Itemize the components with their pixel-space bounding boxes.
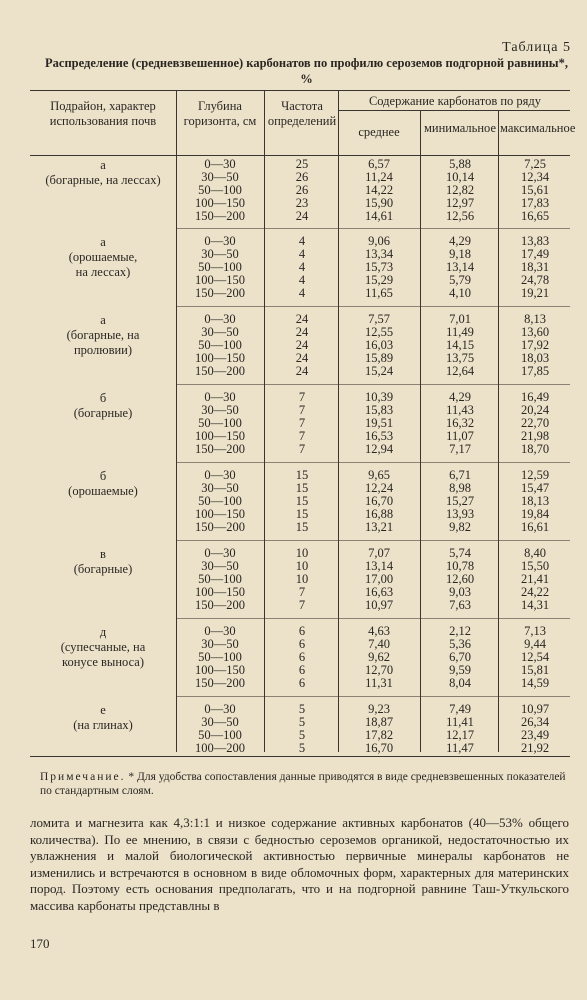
min-cell: 12,97 [445,196,475,211]
max-cell: 24,22 [520,585,550,600]
header-divider [264,91,265,155]
max-cell: 24,78 [520,273,550,288]
max-cell: 12,34 [520,170,550,185]
table-row [30,404,570,416]
min-cell: 8,98 [449,481,471,496]
min-cell: 13,75 [445,351,475,366]
table-row [30,469,570,481]
depth-cell: 150—200 [195,520,245,535]
min-cell: 7,01 [449,312,471,326]
table-row [30,352,570,364]
min-cell: 12,60 [445,572,475,587]
depth-cell: 30—50 [201,403,239,418]
table-row [30,547,570,559]
group-divider [176,384,570,385]
max-cell: 21,41 [520,572,550,587]
table-row [30,184,570,196]
frequency-cell: 6 [298,676,306,691]
group-divider [176,618,570,619]
avg-cell: 15,89 [364,351,394,366]
min-cell: 9,18 [449,247,471,262]
note-label: Примечание. [40,771,126,783]
table-row [30,248,570,260]
avg-cell: 7,57 [368,312,390,326]
table-row [30,573,570,585]
group-divider [176,462,570,463]
depth-cell: 150—200 [195,209,245,224]
header-avg: среднее [358,125,400,139]
depth-cell: 0—30 [204,546,236,560]
frequency-cell: 24 [295,351,309,366]
min-cell: 9,82 [449,520,471,535]
depth-cell: 0—30 [204,624,236,638]
depth-cell: 0—30 [204,157,236,171]
header-depth: Глубина горизонта, см [183,99,257,128]
frequency-cell: 7 [298,390,306,404]
min-cell: 10,14 [445,170,475,185]
min-cell: 2,12 [449,624,471,638]
frequency-cell: 7 [298,416,306,431]
frequency-cell: 5 [298,741,306,756]
max-cell: 18,03 [520,351,550,366]
depth-cell: 100—150 [195,429,245,444]
min-cell: 12,56 [445,209,475,224]
group-divider [176,696,570,697]
max-cell: 18,31 [520,260,550,275]
depth-cell: 30—50 [201,481,239,496]
max-cell: 7,13 [524,624,546,638]
avg-cell: 14,22 [364,183,394,198]
avg-cell: 11,65 [365,286,393,301]
avg-cell: 9,65 [368,468,390,482]
table-row [30,210,570,222]
max-cell: 21,98 [520,429,550,444]
min-cell: 13,93 [445,507,475,522]
max-cell: 16,61 [520,520,550,535]
frequency-cell: 15 [295,520,309,535]
max-cell: 12,59 [520,468,550,482]
min-cell: 16,32 [445,416,475,431]
table-caption: Распределение (средневзвешенное) карбонатов по профилю сероземов подгорной равнины*, % [45,56,568,86]
depth-cell: 150—200 [195,286,245,301]
table-bottom-rule [30,756,570,757]
frequency-cell: 5 [298,702,306,716]
avg-cell: 7,40 [368,637,390,652]
max-cell: 9,44 [524,637,546,652]
header-frequency: Частота определений [267,99,337,128]
min-cell: 9,59 [449,663,471,678]
frequency-cell: 4 [298,286,306,301]
group-divider [176,540,570,541]
depth-cell: 50—100 [198,494,242,509]
depth-cell: 30—50 [201,247,239,262]
min-cell: 11,47 [446,741,474,756]
group-label: д (супесчаные, на конусе выноса) [60,625,146,669]
avg-cell: 9,23 [368,702,390,716]
header-divider [338,110,570,111]
min-cell: 6,71 [449,468,471,482]
frequency-cell: 6 [298,650,306,665]
min-cell: 11,41 [446,715,474,730]
max-cell: 19,21 [520,286,550,301]
max-cell: 15,61 [520,183,550,198]
max-cell: 10,97 [520,702,550,716]
avg-cell: 17,00 [364,572,394,587]
avg-cell: 9,62 [368,650,390,665]
table-row [30,197,570,209]
depth-cell: 150—200 [195,676,245,691]
max-cell: 26,34 [520,715,550,730]
note-text: * Для удобства сопоставления данные приводятся в виде средневзвешенных показателей по стандартным слоям. [40,771,566,797]
frequency-cell: 26 [295,170,309,185]
avg-cell: 10,97 [364,598,394,613]
table-row [30,313,570,325]
table-row [30,495,570,507]
table-row [30,677,570,689]
table-row [30,651,570,663]
column-divider [338,154,339,752]
frequency-cell: 7 [298,429,306,444]
max-cell: 21,92 [520,741,550,756]
frequency-cell: 4 [298,247,306,262]
max-cell: 16,49 [520,390,550,404]
header-divider [420,111,421,155]
frequency-cell: 15 [295,481,309,496]
table-row [30,391,570,403]
min-cell: 15,27 [445,494,475,509]
avg-cell: 4,63 [368,624,390,638]
frequency-cell: 6 [298,663,306,678]
group-label: а (богарные, на лессах) [45,158,161,187]
group-label: а (богарные, на пролювии) [66,313,140,357]
min-cell: 7,63 [449,598,471,613]
frequency-cell: 24 [295,364,309,379]
min-cell: 5,74 [449,546,471,560]
body-text: ломита и магнезита как 4,3:1:1 и низкое содержание активных карбонатов (40—53% общего количества). По ее мнению, в связи с бедностью сероземов органикой, недостаточностью их увлажнения и малой биологической активностью первичные минералы карбонатов не изменились и встречаются в основном в виде обломочных форм, характерных для материнских пород. Поэтому есть основания предполагать, что и на подгорной равнине Таш-Уткульского массива карбонаты представлны в [30,815,569,913]
table-label: Таблица 5 [502,40,571,55]
avg-cell: 12,24 [364,481,394,496]
min-cell: 11,43 [446,403,474,418]
avg-cell: 15,90 [364,196,394,211]
avg-cell: 12,94 [364,442,394,457]
header-divider [498,111,499,155]
max-cell: 22,70 [520,416,550,431]
min-cell: 8,04 [449,676,471,691]
min-cell: 12,17 [445,728,475,743]
depth-cell: 0—30 [204,234,236,248]
table-row [30,482,570,494]
depth-cell: 50—100 [198,572,242,587]
max-cell: 18,70 [520,442,550,457]
header-subregion: Подрайон, характер использования почв [49,99,157,128]
min-cell: 4,29 [449,390,471,404]
avg-cell: 17,82 [364,728,394,743]
table-row [30,430,570,442]
min-cell: 14,15 [445,338,475,353]
max-cell: 15,47 [520,481,550,496]
table-row [30,261,570,273]
group-divider [176,306,570,307]
header-content: Содержание карбонатов по ряду [368,94,542,108]
table-note [40,770,573,798]
avg-cell: 6,57 [368,157,390,171]
min-cell: 13,14 [445,260,475,275]
table-row [30,287,570,299]
max-cell: 17,49 [520,247,550,262]
min-cell: 11,07 [446,429,474,444]
group-label: б (орошаемые) [68,469,138,498]
depth-cell: 0—30 [204,312,236,326]
max-cell: 20,24 [520,403,550,418]
avg-cell: 15,24 [364,364,394,379]
header-divider [338,91,339,155]
table-row [30,716,570,728]
frequency-cell: 4 [298,260,306,275]
avg-cell: 11,24 [365,170,393,185]
depth-cell: 30—50 [201,559,239,574]
depth-cell: 100—150 [195,663,245,678]
depth-cell: 100—150 [195,196,245,211]
table-row [30,508,570,520]
max-cell: 7,25 [524,157,546,171]
table-body [30,158,570,758]
min-cell: 5,88 [449,157,471,171]
body-paragraph [30,815,569,914]
table-row [30,274,570,286]
avg-cell: 13,14 [364,559,394,574]
frequency-cell: 5 [298,715,306,730]
frequency-cell: 4 [298,234,306,248]
min-cell: 9,03 [449,585,471,600]
max-cell: 19,84 [520,507,550,522]
depth-cell: 30—50 [201,325,239,340]
depth-cell: 0—30 [204,468,236,482]
avg-cell: 12,55 [364,325,394,340]
table-row [30,443,570,455]
column-divider [176,154,177,752]
avg-cell: 13,21 [364,520,394,535]
table-row [30,171,570,183]
depth-cell: 100—150 [195,273,245,288]
table-row [30,625,570,637]
frequency-cell: 5 [298,728,306,743]
group-divider [176,228,570,229]
frequency-cell: 10 [295,572,309,587]
frequency-cell: 6 [298,624,306,638]
max-cell: 23,49 [520,728,550,743]
table-row [30,521,570,533]
min-cell: 4,10 [449,286,471,301]
min-cell: 11,49 [446,325,474,340]
column-divider [420,154,421,752]
avg-cell: 13,34 [364,247,394,262]
depth-cell: 30—50 [201,715,239,730]
depth-cell: 30—50 [201,170,239,185]
avg-cell: 16,88 [364,507,394,522]
depth-cell: 0—30 [204,390,236,404]
page-number: 170 [30,936,50,951]
frequency-cell: 7 [298,403,306,418]
table-row [30,235,570,247]
group-label: в (богарные) [73,547,133,576]
frequency-cell: 24 [295,325,309,340]
min-cell: 7,17 [449,442,471,457]
column-divider [264,154,265,752]
avg-cell: 15,83 [364,403,394,418]
frequency-cell: 10 [295,559,309,574]
max-cell: 14,59 [520,676,550,691]
max-cell: 14,31 [520,598,550,613]
depth-cell: 0—30 [204,702,236,716]
max-cell: 12,54 [520,650,550,665]
frequency-cell: 7 [298,598,306,613]
depth-cell: 100—150 [195,507,245,522]
table-row [30,599,570,611]
frequency-cell: 23 [295,196,309,211]
frequency-cell: 10 [295,546,309,560]
min-cell: 10,78 [445,559,475,574]
max-cell: 8,40 [524,546,546,560]
table-header [30,90,576,156]
depth-cell: 150—200 [195,364,245,379]
frequency-cell: 15 [295,507,309,522]
avg-cell: 15,73 [364,260,394,275]
frequency-cell: 25 [295,157,309,171]
table-row [30,158,570,170]
table-row [30,417,570,429]
avg-cell: 7,07 [368,546,390,560]
depth-cell: 50—100 [198,728,242,743]
table-row [30,638,570,650]
frequency-cell: 4 [298,273,306,288]
table-row [30,742,570,754]
frequency-cell: 26 [295,183,309,198]
table-row [30,703,570,715]
min-cell: 5,36 [449,637,471,652]
max-cell: 15,81 [520,663,550,678]
avg-cell: 10,39 [364,390,394,404]
avg-cell: 9,06 [368,234,390,248]
depth-cell: 30—50 [201,637,239,652]
group-label: б (богарные) [73,391,133,420]
depth-cell: 100—150 [195,351,245,366]
frequency-cell: 24 [295,338,309,353]
table-row [30,729,570,741]
max-cell: 16,65 [520,209,550,224]
avg-cell: 14,61 [364,209,394,224]
frequency-cell: 15 [295,494,309,509]
max-cell: 15,50 [520,559,550,574]
max-cell: 17,92 [520,338,550,353]
avg-cell: 11,31 [365,676,393,691]
group-label: е (на глинах) [73,703,133,732]
max-cell: 8,13 [524,312,546,326]
depth-cell: 150—200 [195,442,245,457]
depth-cell: 50—100 [198,183,242,198]
avg-cell: 19,51 [364,416,394,431]
avg-cell: 16,70 [364,741,394,756]
frequency-cell: 24 [295,209,309,224]
max-cell: 17,85 [520,364,550,379]
frequency-cell: 7 [298,585,306,600]
frequency-cell: 24 [295,312,309,326]
avg-cell: 15,29 [364,273,394,288]
table-row [30,664,570,676]
depth-cell: 50—100 [198,650,242,665]
min-cell: 12,82 [445,183,475,198]
table-row [30,339,570,351]
depth-cell: 100—200 [195,741,245,756]
min-cell: 12,64 [445,364,475,379]
avg-cell: 12,70 [364,663,394,678]
table-row [30,326,570,338]
min-cell: 6,70 [449,650,471,665]
depth-cell: 50—100 [198,338,242,353]
depth-cell: 50—100 [198,260,242,275]
avg-cell: 16,53 [364,429,394,444]
max-cell: 13,83 [520,234,550,248]
group-label: а (орошаемые, на лессах) [68,235,138,279]
table-row [30,365,570,377]
frequency-cell: 7 [298,442,306,457]
table-row [30,560,570,572]
avg-cell: 16,63 [364,585,394,600]
max-cell: 13,60 [520,325,550,340]
max-cell: 17,83 [520,196,550,211]
depth-cell: 100—150 [195,585,245,600]
max-cell: 18,13 [520,494,550,509]
header-min: минимальное [423,121,497,135]
avg-cell: 16,03 [364,338,394,353]
min-cell: 5,79 [449,273,471,288]
depth-cell: 50—100 [198,416,242,431]
header-divider [176,91,177,155]
depth-cell: 150—200 [195,598,245,613]
avg-cell: 16,70 [364,494,394,509]
header-max: максимальное [500,121,576,135]
column-divider [498,154,499,752]
frequency-cell: 6 [298,637,306,652]
table-row [30,586,570,598]
frequency-cell: 15 [295,468,309,482]
avg-cell: 18,87 [364,715,394,730]
min-cell: 4,29 [449,234,471,248]
min-cell: 7,49 [449,702,471,716]
